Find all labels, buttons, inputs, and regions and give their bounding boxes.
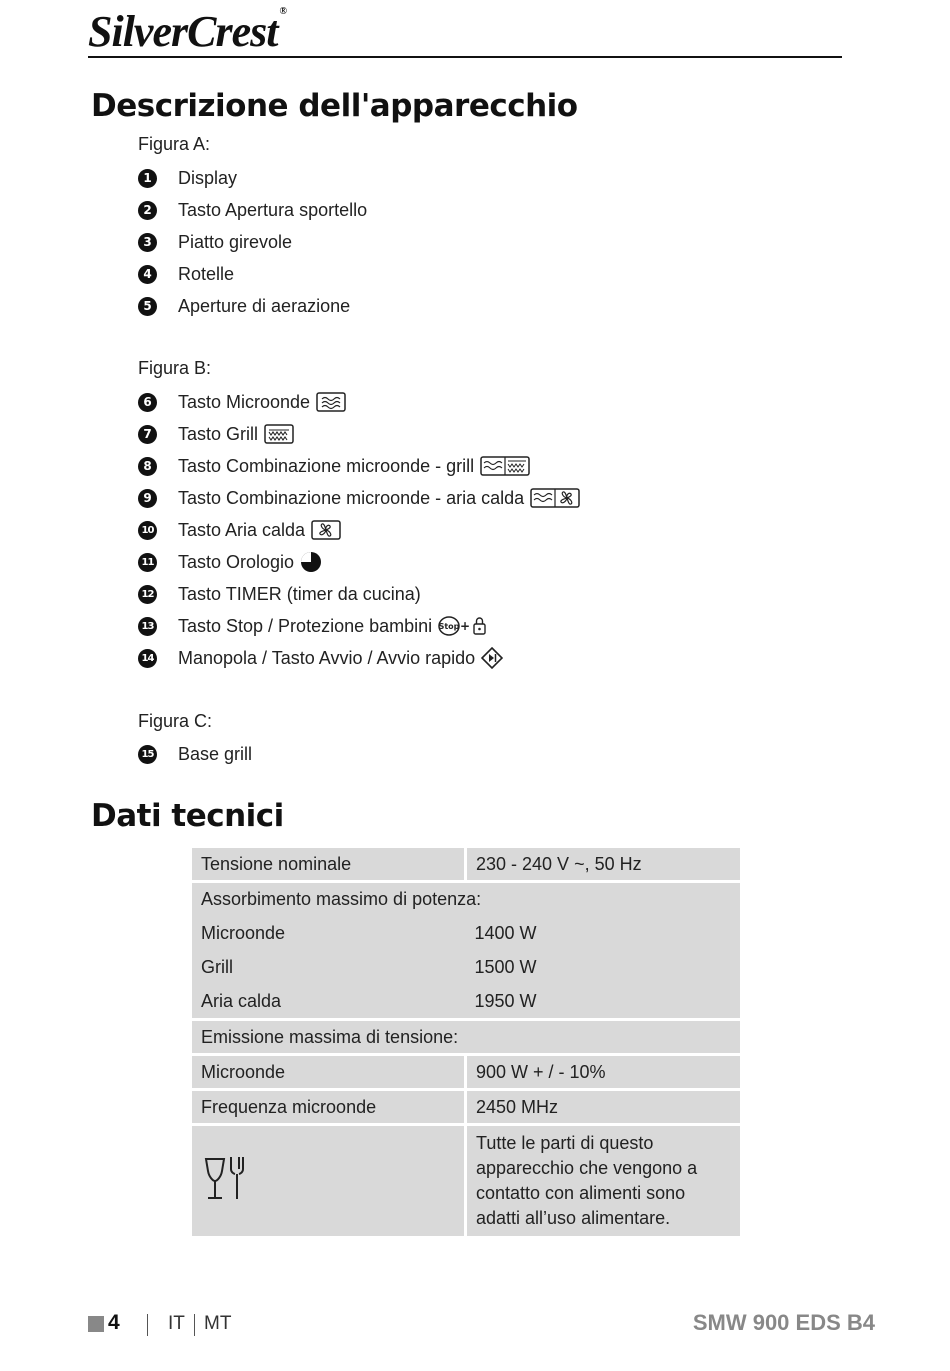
item-number: 7: [138, 425, 157, 444]
list-item: 9 Tasto Combinazione microonde - aria calda: [138, 484, 580, 512]
table-cell: Assorbimento massimo di potenza:: [192, 882, 740, 917]
table-row: [192, 916, 740, 950]
clock-icon: [300, 551, 322, 573]
list-item: 12 Tasto TIMER (timer da cucina): [138, 580, 421, 608]
table-cell: Aria calda: [192, 984, 466, 1020]
table-cell: Frequenza microonde: [192, 1090, 466, 1125]
item-number: 9: [138, 489, 157, 508]
table-row: [192, 1020, 740, 1055]
microwave-grill-symbol-icon: [480, 456, 530, 476]
food-safe-glass-fork-icon: [203, 1155, 247, 1203]
list-item: 6 Tasto Microonde: [138, 388, 346, 416]
table-cell: Microonde: [192, 1055, 466, 1090]
item-number: 14: [138, 649, 157, 668]
list-item: 3 Piatto girevole: [138, 228, 292, 256]
table-cell: 900 W + / - 10%: [466, 1055, 741, 1090]
table-cell: 1950 W: [466, 984, 741, 1020]
table-row: [192, 882, 740, 917]
item-number: 4: [138, 265, 157, 284]
model-number: SMW 900 EDS B4: [692, 1310, 875, 1335]
table-cell: 230 - 240 V ~, 50 Hz: [466, 848, 741, 882]
microwave-symbol-icon: [316, 392, 346, 412]
figure-a-label: Figura A:: [138, 134, 211, 154]
table-cell: Grill: [192, 950, 466, 984]
list-item: 15 Base grill: [138, 740, 252, 768]
list-item: 7 Tasto Grill: [138, 420, 294, 448]
svg-text:+: +: [460, 619, 471, 633]
table-row: [192, 950, 740, 984]
item-number: 6: [138, 393, 157, 412]
item-number: 15: [138, 745, 157, 764]
brand-logo: SilverCrest ®: [88, 6, 286, 56]
page-number: 4: [108, 1311, 120, 1334]
item-number: 12: [138, 585, 157, 604]
item-number: 2: [138, 201, 157, 220]
table-cell: [192, 1125, 466, 1237]
footer-language-mt: MT: [204, 1313, 232, 1334]
item-number: 13: [138, 617, 157, 636]
section-title-technical: Dati tecnici: [91, 798, 284, 834]
item-number: 11: [138, 553, 157, 572]
footer-divider: [147, 1314, 148, 1336]
item-number: 8: [138, 457, 157, 476]
table-cell: 1400 W: [466, 916, 741, 950]
technical-data-table: [192, 848, 740, 1236]
list-item: 1 Display: [138, 164, 237, 192]
grill-symbol-icon: [264, 424, 294, 444]
table-row: [192, 984, 740, 1020]
table-cell: 2450 MHz: [466, 1090, 741, 1125]
table-cell: Microonde: [192, 916, 466, 950]
list-item: 14 Manopola / Tasto Avvio / Avvio rapido: [138, 644, 503, 672]
footer-divider: [194, 1314, 195, 1336]
microwave-hot-air-symbol-icon: [530, 488, 580, 508]
section-title-description: Descrizione dell'apparecchio: [91, 88, 578, 124]
start-knob-icon: [481, 647, 503, 669]
figure-b-label: Figura B:: [138, 358, 212, 378]
item-number: 1: [138, 169, 157, 188]
item-number: 10: [138, 521, 157, 540]
table-cell: Tensione nominale: [192, 848, 466, 882]
svg-text:Stop: Stop: [438, 622, 460, 631]
list-item: 10 Tasto Aria calda: [138, 516, 341, 544]
footer-language-it: IT: [168, 1313, 185, 1334]
list-item: 13 Tasto Stop / Protezione bambini Stop +: [138, 612, 488, 640]
table-row: [192, 1055, 740, 1090]
table-cell: Emissione massima di tensione:: [192, 1020, 740, 1055]
list-item: 4 Rotelle: [138, 260, 234, 288]
table-cell: Tutte le parti di questo apparecchio che vengono a contatto con alimenti sono adatti all’uso alimentare.: [466, 1125, 741, 1237]
table-row: [192, 1090, 740, 1125]
stop-lock-icon: [438, 615, 488, 637]
list-item: 5 Aperture di aerazione: [138, 292, 350, 320]
list-item: 2 Tasto Apertura sportello: [138, 196, 367, 224]
header-rule: [88, 56, 842, 58]
list-item: 11 Tasto Orologio: [138, 548, 322, 576]
figure-c-label: Figura C:: [138, 711, 213, 731]
table-cell: 1500 W: [466, 950, 741, 984]
footer-marker: [88, 1316, 104, 1332]
list-item: 8 Tasto Combinazione microonde - grill: [138, 452, 530, 480]
table-row: [192, 1125, 740, 1237]
item-number: 5: [138, 297, 157, 316]
table-row: [192, 848, 740, 882]
hot-air-fan-icon: [311, 520, 341, 540]
item-number: 3: [138, 233, 157, 252]
